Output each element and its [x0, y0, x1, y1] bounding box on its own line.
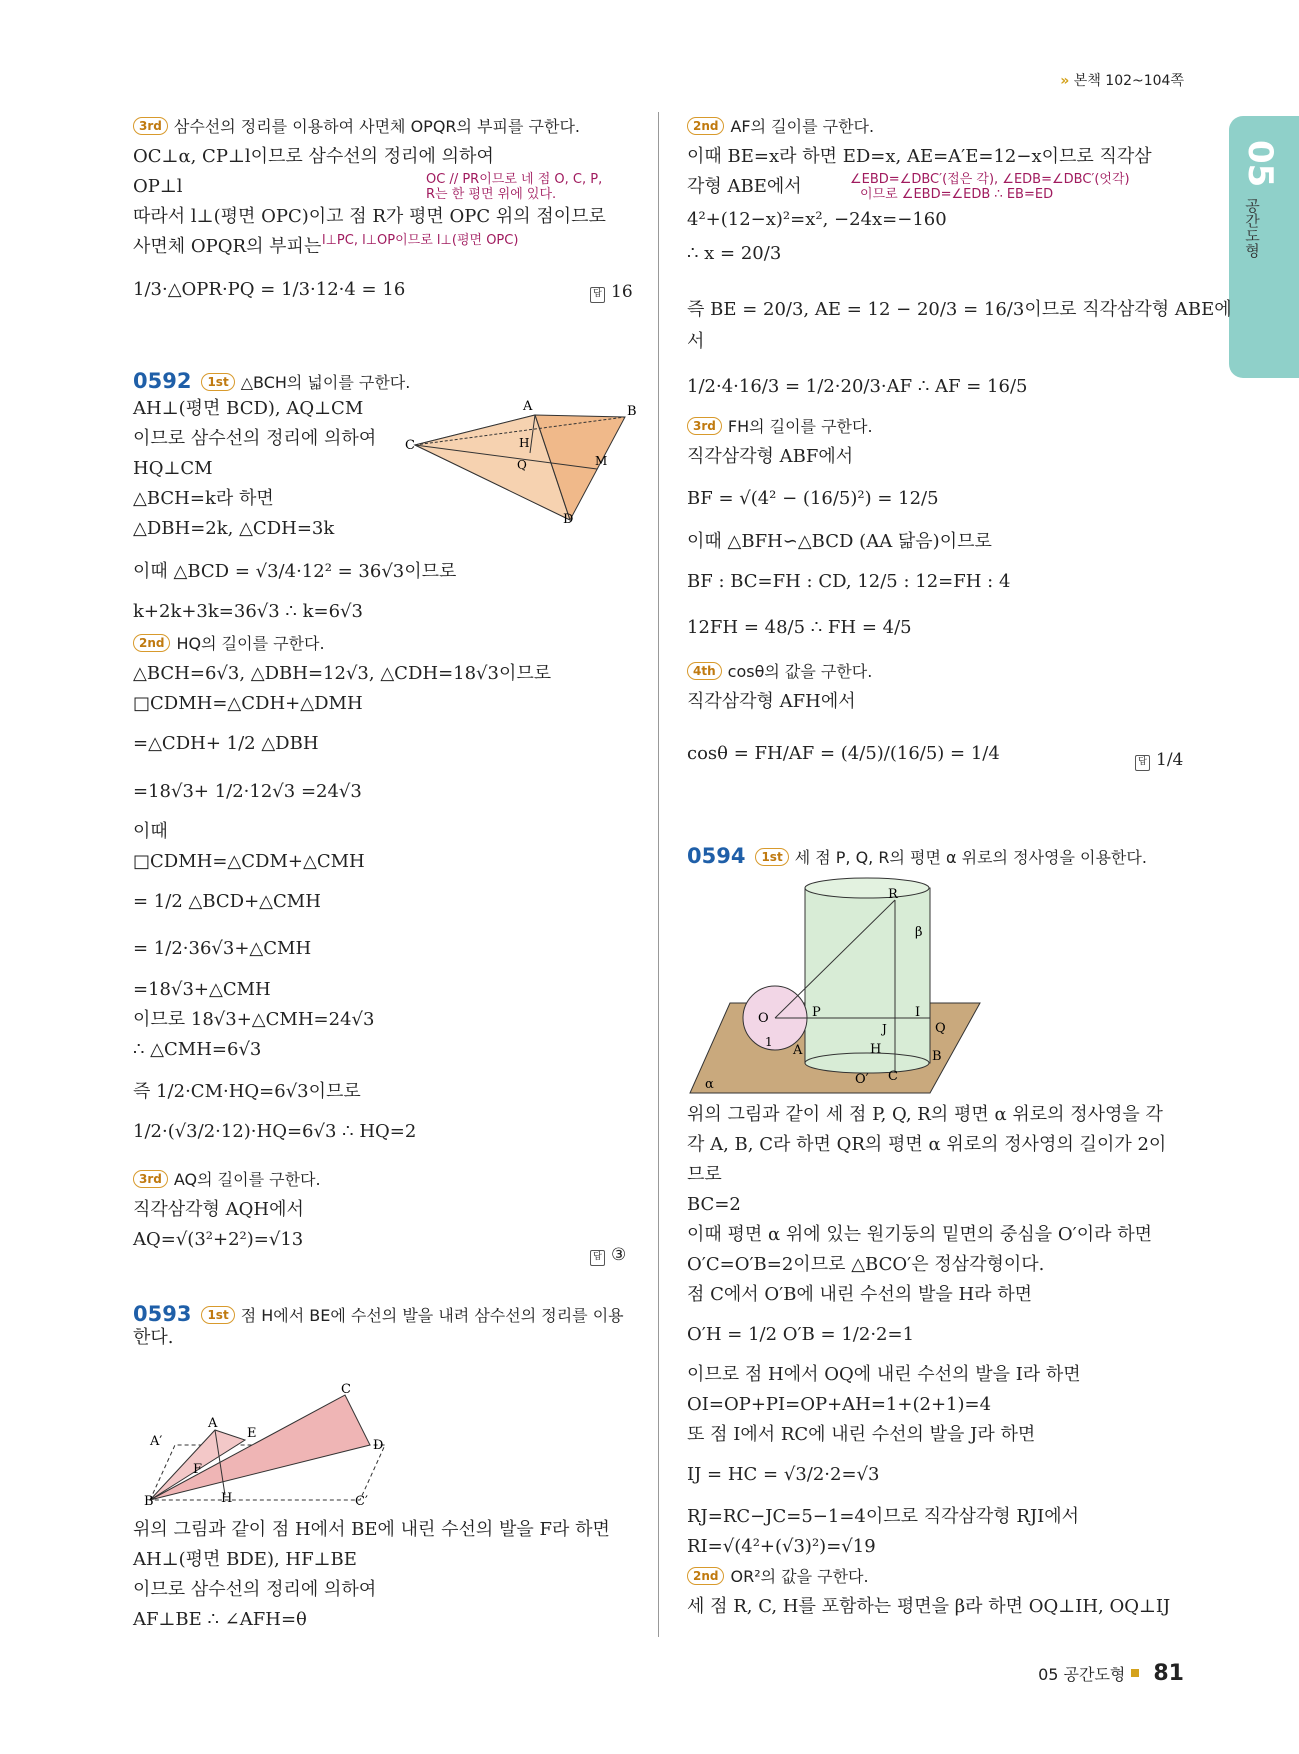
- text-line: 1/2·4·16/3 = 1/2·20/3·AF ∴ AF = 16/5: [687, 376, 1028, 397]
- figure-0592-tetrahedron: [405, 395, 635, 525]
- step-badge: 1st: [201, 373, 234, 391]
- label-H: H: [221, 1491, 233, 1506]
- answer-0591: 답 16: [590, 282, 633, 303]
- step-title: △BCH의 넓이를 구한다.: [240, 373, 411, 392]
- text-line: AH⊥(평면 BCD), AQ⊥CM: [133, 398, 364, 419]
- text-line: AQ=√(3²+2²)=√13: [133, 1229, 304, 1250]
- label-E: E: [247, 1426, 257, 1441]
- step-heading: [133, 115, 580, 139]
- problem-heading: [687, 842, 1147, 872]
- chapter-tab-number: 05: [1240, 140, 1280, 188]
- page-reference: » 본책 102~104쪽: [1060, 73, 1184, 89]
- text-line: 이때 평면 α 위에 있는 원기둥의 밑면의 중심을 O′이라 하면: [687, 1224, 1153, 1245]
- label-I: I: [915, 1005, 921, 1020]
- step-badge: 4th: [687, 662, 722, 680]
- label-O-prime: O′: [855, 1072, 869, 1087]
- label-Q: Q: [935, 1021, 946, 1036]
- text-line: 각 A, B, C라 하면 QR의 평면 α 위로의 정사영의 길이가 2이: [687, 1134, 1167, 1155]
- step-badge: 2nd: [687, 1567, 724, 1585]
- text-line: 이때 BE=x라 하면 ED=x, AE=A′E=12−x이므로 직각삼: [687, 146, 1152, 167]
- text-line: 이므로 점 H에서 OQ에 내린 수선의 발을 I라 하면: [687, 1364, 1081, 1385]
- text-line: =△CDH+ 1/2 △DBH: [133, 733, 319, 754]
- text-line: ∴ x = 20/3: [687, 243, 782, 264]
- text-line: 1/3·△OPR·PQ = 1/3·12·4 = 16: [133, 279, 406, 300]
- text-line: 4²+(12−x)²=x², −24x=−160: [687, 209, 947, 230]
- text-line: 직각삼각형 ABF에서: [687, 446, 854, 467]
- text-line: 또 점 I에서 RC에 내린 수선의 발을 J라 하면: [687, 1424, 1036, 1445]
- text-line: 즉 1/2·CM·HQ=6√3이므로: [133, 1081, 361, 1102]
- text-line: 므로: [687, 1164, 722, 1185]
- text-line: △BCH=k라 하면: [133, 488, 274, 509]
- text-line: 직각삼각형 AFH에서: [687, 691, 856, 712]
- text-line: 12FH = 48/5 ∴ FH = 4/5: [687, 617, 912, 638]
- text-line: IJ = HC = √3/2·2=√3: [687, 1464, 880, 1485]
- step-heading: [133, 632, 325, 656]
- text-line: O′H = 1/2 O′B = 1/2·2=1: [687, 1324, 915, 1345]
- cylinder-bottom: [805, 1053, 929, 1073]
- page-footer: 05 공간도형 81: [1038, 1661, 1184, 1686]
- label-D: D: [563, 512, 574, 527]
- text-line: AF⊥BE ∴ ∠AFH=θ: [133, 1609, 307, 1630]
- note-perp: l⊥PC, l⊥OP이므로 l⊥(평면 OPC): [322, 233, 519, 248]
- step-heading: [687, 1565, 869, 1589]
- label-C: C: [341, 1382, 351, 1397]
- label-alpha: α: [705, 1077, 714, 1092]
- step-heading: [687, 660, 872, 684]
- label-beta: β: [915, 925, 923, 940]
- step-badge: 3rd: [133, 1170, 168, 1188]
- label-P: P: [812, 1005, 821, 1020]
- page-number: 81: [1153, 1661, 1184, 1686]
- text-line: ∴ △CMH=6√3: [133, 1039, 262, 1060]
- text-line: 이때 △BCD = √3/4·12² = 36√3이므로: [133, 561, 457, 582]
- cylinder-top: [805, 878, 929, 898]
- step-title: AF의 길이를 구한다.: [730, 117, 875, 136]
- text-line: HQ⊥CM: [133, 458, 213, 479]
- step-title: 세 점 P, Q, R의 평면 α 위로의 정사영을 이용한다.: [794, 848, 1147, 867]
- text-line: 이때 △BFH∽△BCD (AA 닮음)이므로: [687, 531, 992, 552]
- note-coplanar: OC // PR이므로 네 점 O, C, P, R는 한 평면 위에 있다.: [426, 172, 603, 202]
- text-line: k+2k+3k=36√3 ∴ k=6√3: [133, 601, 363, 622]
- text-line: RI=√(4²+(√3)²)=√19: [687, 1536, 876, 1557]
- text-line: =18√3+△CMH: [133, 979, 271, 1000]
- step-title: HQ의 길이를 구한다.: [176, 634, 325, 653]
- step-title: OR²의 값을 구한다.: [730, 1567, 869, 1586]
- answer-icon: 답: [590, 1250, 605, 1266]
- step-title: AQ의 길이를 구한다.: [173, 1170, 321, 1189]
- label-C: C: [405, 438, 415, 453]
- text-line: AH⊥(평면 BDE), HF⊥BE: [133, 1549, 357, 1570]
- text-line: 위의 그림과 같이 세 점 P, Q, R의 평면 α 위로의 정사영을 각: [687, 1104, 1163, 1125]
- label-A-prime: A′: [150, 1434, 163, 1449]
- answer-icon: 답: [590, 287, 605, 303]
- label-R: R: [888, 887, 898, 902]
- text-line: 이므로 삼수선의 정리에 의하여: [133, 428, 377, 449]
- label-F: F: [193, 1462, 203, 1477]
- text-line: = 1/2·36√3+△CMH: [133, 938, 312, 959]
- step-heading: [133, 1168, 321, 1192]
- step-badge: 2nd: [687, 117, 724, 135]
- label-A: A: [208, 1416, 218, 1431]
- footer-square-icon: [1131, 1669, 1139, 1677]
- step-title: 삼수선의 정리를 이용하여 사면체 OPQR의 부피를 구한다.: [173, 117, 580, 136]
- text-line: RJ=RC−JC=5−1=4이므로 직각삼각형 RJI에서: [687, 1506, 1080, 1527]
- text-line: O′C=O′B=2이므로 △BCO′은 정삼각형이다.: [687, 1254, 1045, 1275]
- label-J: J: [882, 1022, 887, 1036]
- text-line: 1/2·(√3/2·12)·HQ=6√3 ∴ HQ=2: [133, 1121, 417, 1142]
- label-1: 1: [765, 1035, 773, 1049]
- chapter-tab-label: 공간도형: [1243, 198, 1261, 258]
- text-line: △DBH=2k, △CDH=3k: [133, 518, 335, 539]
- label-C: C: [888, 1069, 898, 1084]
- text-line: 서: [687, 331, 705, 352]
- step-title: cosθ의 값을 구한다.: [727, 662, 873, 681]
- text-line: 이므로 18√3+△CMH=24√3: [133, 1009, 375, 1030]
- text-line: 위의 그림과 같이 점 H에서 BE에 내린 수선의 발을 F라 하면: [133, 1519, 610, 1540]
- cylinder-body: [805, 888, 930, 1063]
- problem-number: 0593: [133, 1302, 192, 1326]
- label-A: A: [793, 1043, 803, 1058]
- figure-0593-folded-rectangle: [144, 1382, 395, 1509]
- label-M: M: [595, 454, 608, 468]
- text-line: BC=2: [687, 1194, 741, 1215]
- label-H: H: [519, 436, 530, 450]
- step-heading: [687, 115, 874, 139]
- text-line: 따라서 l⊥(평면 OPC)이고 점 R가 평면 OPC 위의 점이므로: [133, 206, 606, 227]
- problem-number: 0592: [133, 369, 192, 393]
- step-badge: 2nd: [133, 634, 170, 652]
- step-title: FH의 길이를 구한다.: [727, 417, 873, 436]
- label-B: B: [144, 1494, 154, 1509]
- text-line: = 1/2 △BCD+△CMH: [133, 891, 321, 912]
- text-line: 사면체 OPQR의 부피는: [133, 236, 322, 257]
- step-title: 점 H에서 BE에 수선의 발을 내려 삼수선의 정리를 이용: [240, 1306, 624, 1325]
- triangle-BCD: [150, 1395, 370, 1500]
- answer-0592: 답 ③: [590, 1245, 626, 1266]
- label-C-prime: C′: [355, 1494, 368, 1509]
- answer-0593: 답 1/4: [1135, 750, 1183, 771]
- label-A: A: [523, 399, 533, 414]
- label-B: B: [932, 1049, 942, 1064]
- text-line: 한다.: [133, 1327, 174, 1348]
- text-line: 세 점 R, C, H를 포함하는 평면을 β라 하면 OQ⊥IH, OQ⊥IJ: [687, 1596, 1171, 1617]
- label-O: O: [758, 1011, 769, 1026]
- text-line: 점 C에서 O′B에 내린 수선의 발을 H라 하면: [687, 1284, 1033, 1305]
- label-Q: Q: [517, 458, 527, 472]
- text-line: 이때: [133, 821, 168, 842]
- text-line: △BCH=6√3, △DBH=12√3, △CDH=18√3이므로: [133, 663, 552, 684]
- problem-heading: [133, 1300, 624, 1330]
- text-line: □CDMH=△CDM+△CMH: [133, 851, 365, 872]
- text-line: 직각삼각형 AQH에서: [133, 1199, 304, 1220]
- text-line: OC⊥α, CP⊥l이므로 삼수선의 정리에 의하여: [133, 146, 494, 167]
- text-line: BF = √(4² − (16/5)²) = 12/5: [687, 488, 939, 509]
- text-line: 각형 ABE에서: [687, 176, 802, 197]
- label-H: H: [870, 1042, 882, 1057]
- label-D: D: [373, 1438, 384, 1453]
- answer-icon: 답: [1135, 755, 1150, 771]
- text-line: BF : BC=FH : CD, 12/5 : 12=FH : 4: [687, 571, 1011, 592]
- text-line: OI=OP+PI=OP+AH=1+(2+1)=4: [687, 1394, 992, 1415]
- figure-0594-cylinder-sphere: [690, 878, 980, 1098]
- text-line: =18√3+ 1/2·12√3 =24√3: [133, 781, 362, 802]
- step-badge: 1st: [201, 1306, 234, 1324]
- step-badge: 3rd: [133, 117, 168, 135]
- note-angles: ∠EBD=∠DBC′(접은 각), ∠EDB=∠DBC′(엇각) 이므로 ∠EBD=∠EDB ∴ EB=ED: [850, 172, 1130, 202]
- label-B: B: [627, 404, 637, 419]
- text-line: cosθ = FH/AF = (4/5)/(16/5) = 1/4: [687, 743, 1000, 764]
- column-divider: [658, 112, 659, 1637]
- text-line: 이므로 삼수선의 정리에 의하여: [133, 1579, 377, 1600]
- text-line: □CDMH=△CDH+△DMH: [133, 693, 363, 714]
- problem-heading: [133, 367, 410, 397]
- text-line: OP⊥l: [133, 176, 183, 197]
- step-badge: 1st: [755, 848, 788, 866]
- text-line: 즉 BE = 20/3, AE = 12 − 20/3 = 16/3이므로 직각삼각형 ABE에: [687, 299, 1232, 320]
- step-heading: [687, 415, 873, 439]
- problem-number: 0594: [687, 844, 746, 868]
- step-badge: 3rd: [687, 417, 722, 435]
- double-chevron-icon: »: [1060, 73, 1070, 89]
